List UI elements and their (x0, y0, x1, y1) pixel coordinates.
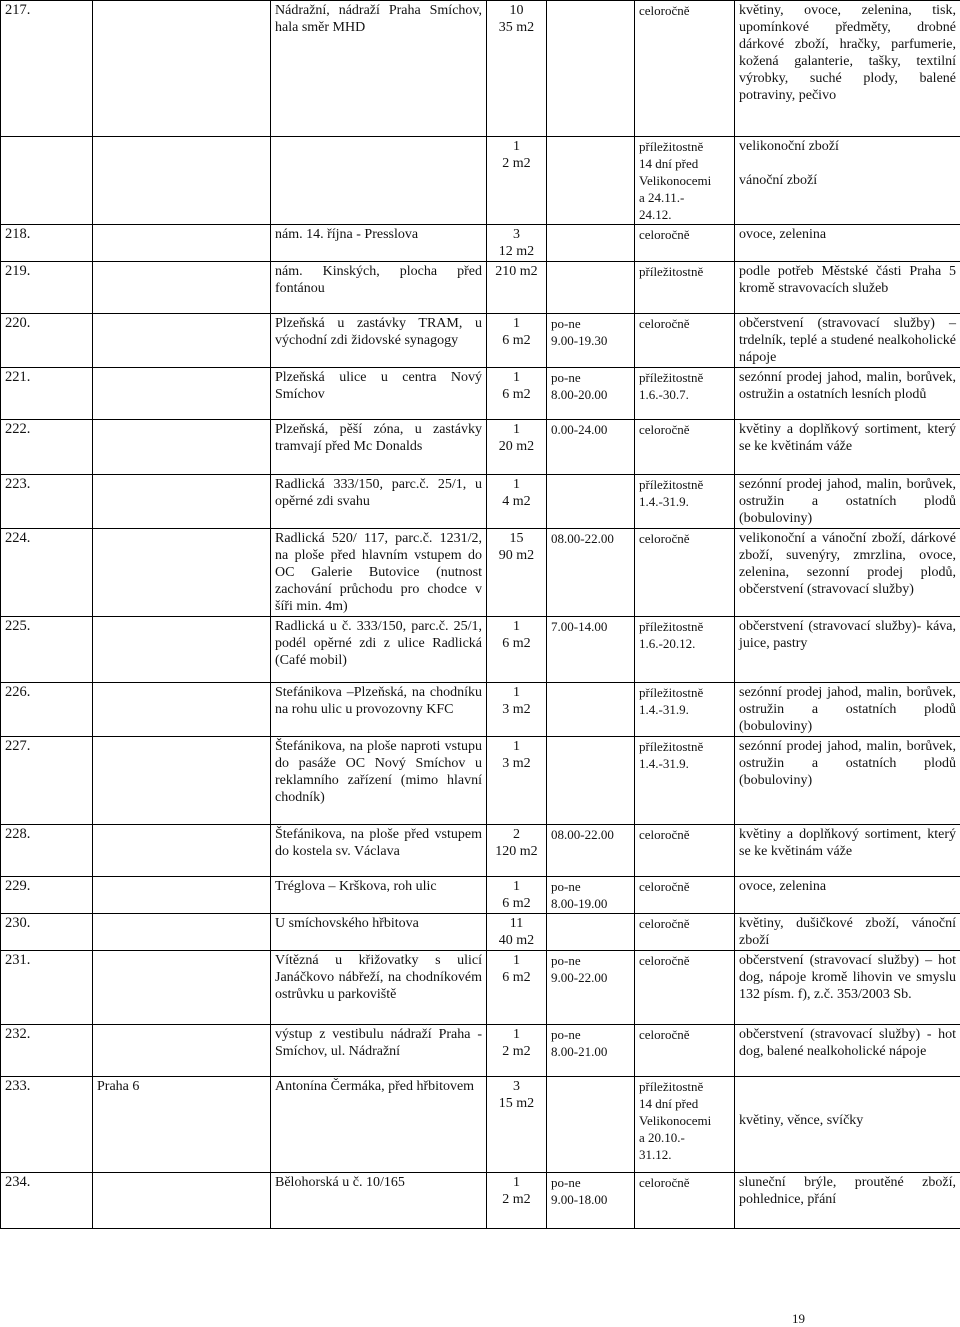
table-row (1, 314, 960, 368)
district-cell (93, 617, 271, 683)
goods-cell: občerstvení (stravovací služby)- káva, juice, pastry (735, 617, 960, 683)
district-cell (93, 225, 271, 262)
hours-cell (547, 225, 635, 262)
table-row (1, 617, 960, 683)
location-cell: Nádražní, nádraží Praha Smíchov, hala směr MHD (271, 1, 487, 137)
period-cell: příležitostně 1.6.-30.7. (635, 368, 735, 420)
location-cell: Bělohorská u č. 10/165 (271, 1173, 487, 1229)
table-row (1, 737, 960, 825)
row-number: 221. (1, 368, 93, 420)
location-cell: výstup z vestibulu nádraží Praha - Smíchov, ul. Nádražní (271, 1025, 487, 1077)
location-cell: U smíchovského hřbitova (271, 914, 487, 951)
row-number: 218. (1, 225, 93, 262)
location-cell: nám. Kinských, plocha před fontánou (271, 262, 487, 314)
count-area-cell: 1 3 m2 (487, 683, 547, 737)
district-cell (93, 475, 271, 529)
district-cell (93, 825, 271, 877)
district-cell (93, 262, 271, 314)
goods-cell: květiny, ovoce, zelenina, tisk, upomínkové předměty, drobné dárkové zboží, hračky, parfumerie, kožená galanterie, tašky, textilní výrobky, suché plody, balené potraviny, pečivo (735, 1, 960, 137)
period-cell: celoročně (635, 529, 735, 617)
district-cell (93, 420, 271, 475)
table-row (1, 1, 960, 137)
hours-cell: 08.00-22.00 (547, 825, 635, 877)
period-cell: celoročně (635, 1173, 735, 1229)
hours-cell (547, 683, 635, 737)
period-cell: celoročně (635, 914, 735, 951)
count-area-cell: 1 2 m2 (487, 1025, 547, 1077)
goods-cell: květiny a doplňkový sortiment, který se ke květinám váže (735, 825, 960, 877)
period-cell: příležitostně 1.6.-20.12. (635, 617, 735, 683)
goods-cell: ovoce, zelenina (735, 225, 960, 262)
count-area-cell: 15 90 m2 (487, 529, 547, 617)
count-area-cell: 210 m2 (487, 262, 547, 314)
district-cell (93, 877, 271, 914)
goods-cell: sluneční brýle, proutěné zboží, pohlednice, přání (735, 1173, 960, 1229)
goods-cell: velikonoční zboží vánoční zboží (735, 137, 960, 225)
period-cell: celoročně (635, 951, 735, 1025)
location-cell: Vítězná u křižovatky s ulicí Janáčkovo nábřeží, na chodníkovém ostrůvku u parkoviště (271, 951, 487, 1025)
row-number: 233. (1, 1077, 93, 1173)
row-number: 227. (1, 737, 93, 825)
count-area-cell: 11 40 m2 (487, 914, 547, 951)
row-number: 224. (1, 529, 93, 617)
count-area-cell: 1 3 m2 (487, 737, 547, 825)
period-cell: celoročně (635, 877, 735, 914)
location-cell: Plzeňská ulice u centra Nový Smíchov (271, 368, 487, 420)
hours-cell: 0.00-24.00 (547, 420, 635, 475)
table-row (1, 225, 960, 262)
period-cell: příležitostně 14 dní před Velikonocemi a 24.11.- 24.12. (635, 137, 735, 225)
location-cell: Radlická 333/150, parc.č. 25/1, u opěrné zdi svahu (271, 475, 487, 529)
goods-cell: občerstvení (stravovací služby) - hot dog, balené nealkoholické nápoje (735, 1025, 960, 1077)
location-cell: Štefánikova, na ploše před vstupem do kostela sv. Václava (271, 825, 487, 877)
row-number: 220. (1, 314, 93, 368)
row-number: 217. (1, 1, 93, 137)
district-cell (93, 683, 271, 737)
hours-cell (547, 1077, 635, 1173)
table-row (1, 475, 960, 529)
location-cell: Štefánikova, na ploše naproti vstupu do pasáže OC Nový Smíchov u reklamního zařízení (mimo hlavní chodník) (271, 737, 487, 825)
hours-cell: po-ne 9.00-18.00 (547, 1173, 635, 1229)
goods-cell: sezónní prodej jahod, malin, borůvek, ostružin a ostatních plodů (bobuloviny) (735, 475, 960, 529)
table-row (1, 683, 960, 737)
period-cell: příležitostně 14 dní před Velikonocemi a 20.10.- 31.12. (635, 1077, 735, 1173)
row-number: 229. (1, 877, 93, 914)
location-cell: Stefánikova –Plzeňská, na chodníku na rohu ulic u provozovny KFC (271, 683, 487, 737)
location-cell: Radlická u č. 333/150, parc.č. 25/1, podél opěrné zdi z ulice Radlická (Café mobil) (271, 617, 487, 683)
hours-cell: po-ne 9.00-19.30 (547, 314, 635, 368)
hours-cell (547, 914, 635, 951)
table-row (1, 914, 960, 951)
period-cell: celoročně (635, 314, 735, 368)
row-number: 223. (1, 475, 93, 529)
table-row (1, 825, 960, 877)
count-area-cell: 1 20 m2 (487, 420, 547, 475)
hours-cell: po-ne 9.00-22.00 (547, 951, 635, 1025)
count-area-cell: 3 12 m2 (487, 225, 547, 262)
period-cell: celoročně (635, 825, 735, 877)
goods-cell: podle potřeb Městské části Praha 5 kromě stravovacích služeb (735, 262, 960, 314)
goods-cell: květiny a doplňkový sortiment, který se ke květinám váže (735, 420, 960, 475)
goods-cell: sezónní prodej jahod, malin, borůvek, ostružin a ostatních plodů (bobuloviny) (735, 683, 960, 737)
table-row (1, 1173, 960, 1229)
district-cell (93, 314, 271, 368)
row-number (1, 137, 93, 225)
period-cell: příležitostně 1.4.-31.9. (635, 475, 735, 529)
table-row (1, 1025, 960, 1077)
goods-cell: květiny, dušičkové zboží, vánoční zboží (735, 914, 960, 951)
row-number: 232. (1, 1025, 93, 1077)
hours-cell: po-ne 8.00-19.00 (547, 877, 635, 914)
location-cell: nám. 14. října - Presslova (271, 225, 487, 262)
hours-cell (547, 1, 635, 137)
period-cell: celoročně (635, 225, 735, 262)
location-cell: Radlická 520/ 117, parc.č. 1231/2, na ploše před hlavním vstupem do OC Galerie Butovice (nutnost zachování průchodu pro chodce v šíři min. 4m) (271, 529, 487, 617)
count-area-cell: 1 4 m2 (487, 475, 547, 529)
hours-cell: 7.00-14.00 (547, 617, 635, 683)
table-row (1, 368, 960, 420)
district-cell (93, 529, 271, 617)
row-number: 234. (1, 1173, 93, 1229)
row-number: 219. (1, 262, 93, 314)
location-cell: Plzeňská u zastávky TRAM, u východní zdi židovské synagogy (271, 314, 487, 368)
row-number: 231. (1, 951, 93, 1025)
district-cell (93, 1, 271, 137)
row-number: 230. (1, 914, 93, 951)
period-cell: příležitostně 1.4.-31.9. (635, 683, 735, 737)
count-area-cell: 1 6 m2 (487, 368, 547, 420)
count-area-cell: 10 35 m2 (487, 1, 547, 137)
district-cell (93, 137, 271, 225)
goods-cell: občerstvení (stravovací služby) – trdelník, teplé a studené nealkoholické nápoje (735, 314, 960, 368)
table-body (1, 1, 960, 1229)
district-cell (93, 737, 271, 825)
hours-cell (547, 737, 635, 825)
table-row (1, 877, 960, 914)
location-cell: Tréglova – Krškova, roh ulic (271, 877, 487, 914)
table-row (1, 1077, 960, 1173)
count-area-cell: 1 2 m2 (487, 137, 547, 225)
hours-cell (547, 475, 635, 529)
row-number: 225. (1, 617, 93, 683)
count-area-cell: 1 6 m2 (487, 617, 547, 683)
goods-cell: občerstvení (stravovací služby) – hot dog, nápoje kromě lihovin ve smyslu 132 písm. f), z.č. 353/2003 Sb. (735, 951, 960, 1025)
location-cell (271, 137, 487, 225)
period-cell: příležitostně (635, 262, 735, 314)
period-cell: celoročně (635, 420, 735, 475)
count-area-cell: 1 6 m2 (487, 314, 547, 368)
table-row (1, 420, 960, 475)
goods-cell: velikonoční a vánoční zboží, dárkové zboží, suvenýry, zmrzlina, ovoce, zelenina, sezonní prodej plodů, občerstvení (stravovací služby) (735, 529, 960, 617)
district-cell (93, 1025, 271, 1077)
count-area-cell: 1 6 m2 (487, 877, 547, 914)
table-row (1, 529, 960, 617)
period-cell: příležitostně 1.4.-31.9. (635, 737, 735, 825)
count-area-cell: 1 2 m2 (487, 1173, 547, 1229)
goods-cell: ovoce, zelenina (735, 877, 960, 914)
count-area-cell: 2 120 m2 (487, 825, 547, 877)
table-row (1, 262, 960, 314)
page-number: 19 (792, 1310, 805, 1327)
row-number: 226. (1, 683, 93, 737)
table-row (1, 137, 960, 225)
hours-cell: 08.00-22.00 (547, 529, 635, 617)
hours-cell (547, 137, 635, 225)
district-cell (93, 951, 271, 1025)
district-cell (93, 1173, 271, 1229)
row-number: 228. (1, 825, 93, 877)
table-row (1, 951, 960, 1025)
hours-cell: po-ne 8.00-21.00 (547, 1025, 635, 1077)
period-cell: celoročně (635, 1, 735, 137)
district-cell: Praha 6 (93, 1077, 271, 1173)
period-cell: celoročně (635, 1025, 735, 1077)
goods-cell: sezónní prodej jahod, malin, borůvek, ostružin a ostatních lesních plodů (735, 368, 960, 420)
location-cell: Antonína Čermáka, před hřbitovem (271, 1077, 487, 1173)
row-number: 222. (1, 420, 93, 475)
district-cell (93, 914, 271, 951)
count-area-cell: 3 15 m2 (487, 1077, 547, 1173)
goods-cell: sezónní prodej jahod, malin, borůvek, ostružin a ostatních plodů (bobuloviny) (735, 737, 960, 825)
goods-cell: květiny, věnce, svíčky (735, 1077, 960, 1173)
district-cell (93, 368, 271, 420)
location-cell: Plzeňská, pěší zóna, u zastávky tramvají před Mc Donalds (271, 420, 487, 475)
hours-cell (547, 262, 635, 314)
hours-cell: po-ne 8.00-20.00 (547, 368, 635, 420)
count-area-cell: 1 6 m2 (487, 951, 547, 1025)
